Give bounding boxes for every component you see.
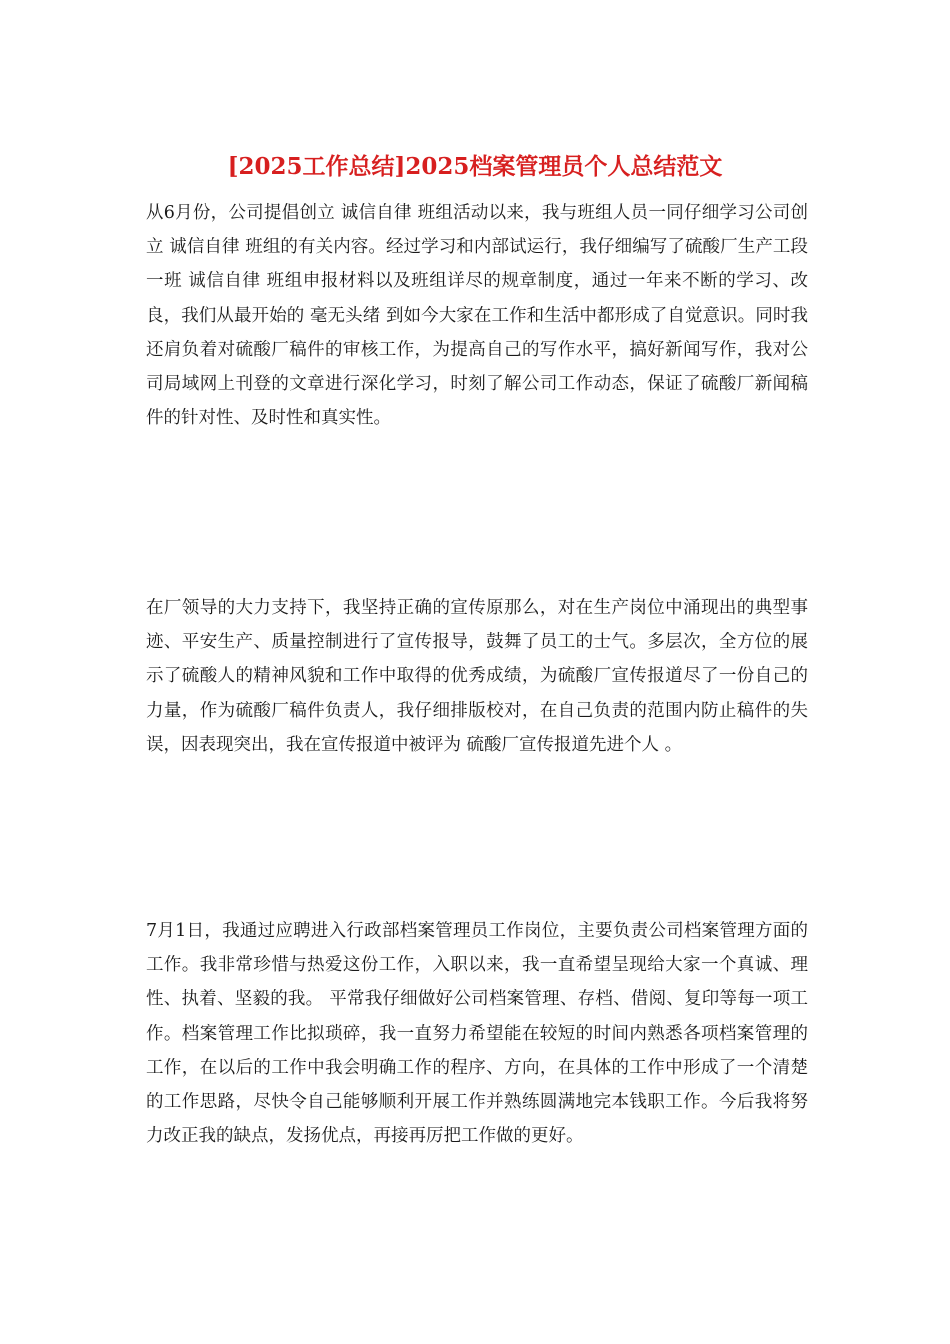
paragraph-1: 从6月份，公司提倡创立 诚信自律 班组活动以来，我与班组人员一同仔细学习公司创立 诚信自律 班组的有关内容。经过学习和内部试运行，我仔细编写了硫酸厂生产工段一班 诚信自律 班组申报材料以及班组详尽的规章制度，通过一年来不断的学习、改良，我们从最开始的 毫无头绪 到如今大家在工作和生活中都形成了自觉意识。同时我还肩负着对硫酸厂稿件的审核工作，为提高自己的写作水平，搞好新闻写作，我对公司局域网上刊登的文章进行深化学习，时刻了解公司工作动态，保证了硫酸厂新闻稿件的针对性、及时性和真实性。 xyxy=(146,203,808,429)
paragraph-3: 7月1日，我通过应聘进入行政部档案管理员工作岗位，主要负责公司档案管理方面的工作。我非常珍惜与热爱这份工作，入职以来，我一直希望呈现给大家一个真诚、理性、执着、坚毅的我。 平常我仔细做好公司档案管理、存档、借阅、复印等每一项工作。档案管理工作比拟琐碎，我一直努力希望能在较短的时间内熟悉各项档案管理的工作，在以后的工作中我会明确工作的程序、方向，在具体的工作中形成了一个清楚的工作思路，尽快令自己能够顺利开展工作并熟练圆满地完本钱职工作。今后我将努力改正我的缺点，发扬优点，再接再厉把工作做的更好。 xyxy=(146,921,808,1147)
document-title: [2025工作总结]2025档案管理员个人总结范文 xyxy=(227,153,723,180)
paragraph-2: 在厂领导的大力支持下，我坚持正确的宣传原那么，对在生产岗位中涌现出的典型事迹、平安生产、质量控制进行了宣传报导，鼓舞了员工的士气。多层次，全方位的展示了硫酸人的精神风貌和工作中取得的优秀成绩，为硫酸厂宣传报道尽了一份自己的力量，作为硫酸厂稿件负责人，我仔细排版校对，在自己负责的范围内防止稿件的失误，因表现突出，我在宣传报道中被评为 硫酸厂宣传报道先进个人 。 xyxy=(146,598,808,755)
